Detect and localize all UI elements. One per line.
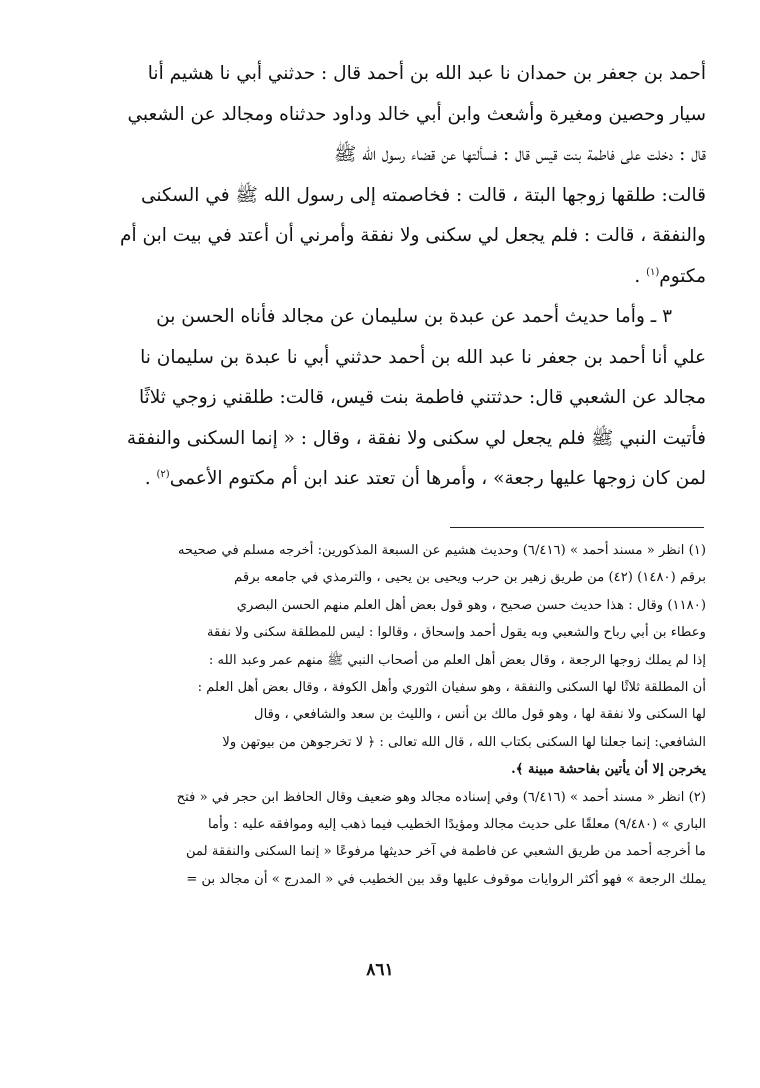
footnote-line-7: لها السكنى ولا نفقة لها ، وهو قول مالك بن أنس ، والليث بن سعد والشافعي ، وقال (254, 707, 706, 723)
main-line-8: علي أنا أحمد بن جعفر نا عبد الله بن أحمد حدثني أبي نا عبدة بن سليمان نا (140, 346, 706, 368)
main-line-9: مجالد عن الشعبي قال: حدثتني فاطمة بنت قيس، قالت: طلقني زوجي ثلاثًا (138, 387, 706, 408)
line-end-period-1: . (634, 265, 647, 287)
main-line-4: قالت: طلقها زوجها البتة ، قالت : فخاصمته إلى رسول الله ﷺ في السكنى (140, 184, 706, 206)
main-line-6 (78, 257, 706, 298)
footnote-ref-2: (٢) (156, 468, 170, 480)
main-line-10: فأتيت النبي ﷺ فلم يجعل لي سكنى ولا نفقة ، وقال : « إنما السكنى والنفقة (126, 427, 706, 449)
footnotes (58, 537, 706, 893)
line-end-period-2: . (144, 468, 157, 489)
main-line-11-text: لمن كان زوجها عليها رجعة» ، وأمرها أن تعتد عند ابن أم مكتوم الأعمى (169, 468, 706, 489)
footnote-ref-1: (١) (646, 266, 660, 278)
main-line-5: والنفقة ، قالت : فلم يجعل لي سكنى ولا نفقة وأمرني أن أعتد في بيت ابن أم (120, 225, 706, 246)
page-number: ٨٦١ (366, 960, 394, 980)
main-line-6-text: مكتوم (659, 265, 706, 287)
footnote-line-13: يملك الرجعة » فهو أكثر الروايات موقوف عليها وقد بين الخطيب في « المدرج » أن مجالد بن = (186, 871, 706, 887)
footnote-line-1: (١) انظر « مسند أحمد » (٦/٤١٦) وحديث هشيم عن السبعة المذكورين: أخرجه مسلم في صحيحه (177, 543, 706, 558)
main-line-7: ٣ ـ وأما حديث أحمد عن عبدة بن سليمان عن مجالد فأناه الحسن بن (156, 306, 672, 327)
footnote-line-3: (١١٨٠) وقال : هذا حديث حسن صحيح ، وهو قول بعض أهل العلم منهم الحسن البصري (236, 597, 706, 613)
main-line-1: أحمد بن جعفر بن حمدان نا عبد الله بن أحمد قال : حدثني أبي نا هشيم أنا (147, 63, 706, 84)
footnote-separator (450, 527, 704, 528)
main-text (78, 54, 706, 500)
footnote-line-10: (٢) انظر « مسند أحمد » (٦/٤١٦) وفي إسناده مجالد وهو ضعيف وقال الحافظ ابن حجر في « فتح (176, 789, 706, 805)
footnote-line-11: الباري » (٩/٤٨٠) معلقًا على حديث مجالد ومؤيدًا الخطيب فيما ذهب إليه وموافقه عليه : وأما (208, 816, 706, 832)
footnote-line-9: يخرجن إلا أن يأتين بفاحشة مبينة ﴾. (511, 762, 706, 778)
footnote-line-8: الشافعي: إنما جعلنا لها السكنى بكتاب الله ، قال الله تعالى : ﴿ لا تخرجوهن من بيوتهن ولا (222, 734, 706, 750)
footnote-line-12: ما أخرجه أحمد من طريق الشعبي عن فاطمة في آخر حديثها مرفوعًا « إنما السكنى والنفقة لمن (186, 844, 706, 860)
footnote-line-2: برقم (١٤٨٠) (٤٢) من طريق زهير بن حرب ويحيى بن يحيى ، والترمذي في جامعه برقم (234, 570, 706, 586)
main-line-3: قال : دخلت على فاطمة بنت قيس قال : فسألتها عن قضاء رسول الله ﷺ (333, 144, 706, 165)
footnote-line-4: وعطاء بن أبي رباح والشعبي وبه يقول أحمد وإسحاق ، وقالوا : ليس للمطلقة سكنى ولا نفقة (206, 625, 706, 641)
footnote-line-6: أن المطلقة ثلاثًا لها السكنى والنفقة ، وهو سفيان الثوري وأهل الكوفة ، وقال بعض أهل العلم : (197, 679, 706, 695)
footnote-line-5: إذا لم يملك زوجها الرجعة ، وقال بعض أهل العلم من أصحاب النبي ﷺ منهم عمر وعبد الله : (208, 652, 706, 668)
main-line-2: سيار وحصين ومغيرة وأشعث وابن أبي خالد وداود حدثناه ومجالد عن الشعبي (127, 103, 706, 125)
main-line-11 (78, 459, 706, 500)
